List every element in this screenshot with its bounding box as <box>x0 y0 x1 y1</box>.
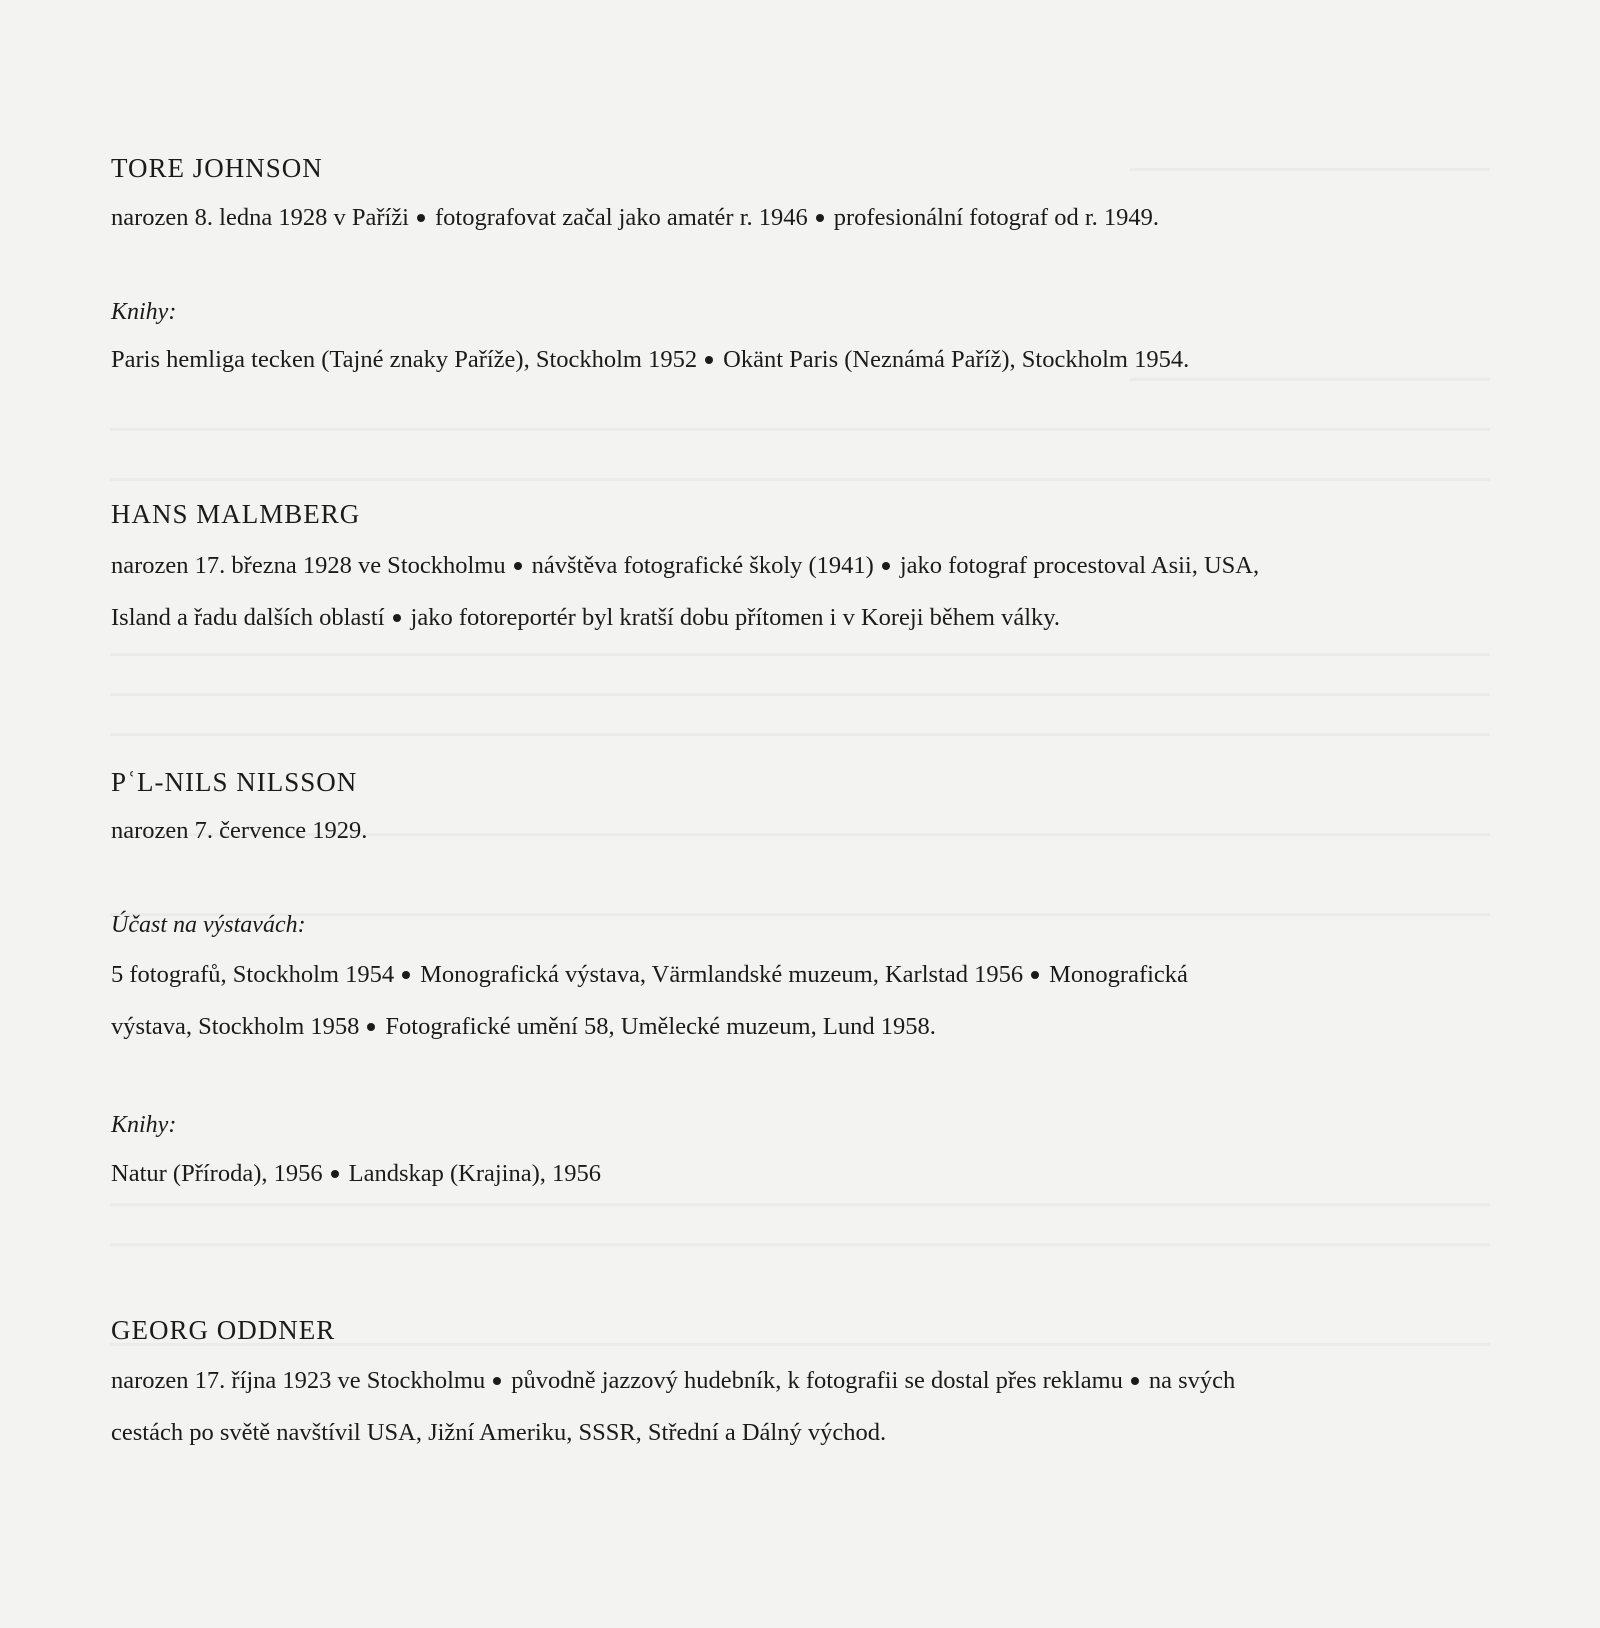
section-label: Účast na výstavách: <box>111 912 306 938</box>
section-label: Knihy: <box>111 299 177 325</box>
bullet-icon <box>882 562 890 570</box>
entry-tore-johnson-books <box>111 334 1536 386</box>
bio-fact: narozen 8. ledna 1928 v Paříži <box>111 204 409 231</box>
exhibitions-text-line-2 <box>111 1001 1536 1053</box>
photographer-name: TORE JOHNSON <box>111 153 323 183</box>
bullet-icon <box>367 1023 375 1031</box>
section-label: Knihy: <box>111 1112 177 1138</box>
photographer-name: HANS MALMBERG <box>111 499 361 529</box>
entry-pal-nils-nilsson-books-label <box>111 1110 1536 1140</box>
bullet-icon <box>331 1170 339 1178</box>
bio-text <box>111 192 1536 244</box>
exhibition-item: Monografická <box>1049 961 1188 988</box>
exhibition-item: výstava, Stockholm 1958 <box>111 1013 360 1040</box>
entry-tore-johnson-bio <box>111 192 1536 244</box>
bullet-icon <box>705 356 713 364</box>
book-item: Landskap (Krajina), 1956 <box>348 1160 602 1187</box>
bullet-icon <box>1031 971 1039 979</box>
bio-fact: narozen 17. října 1923 ve Stockholmu <box>111 1367 486 1394</box>
bio-text-line-2: cestách po světě navštívil USA, Jižní Ameriku, SSSR, Střední a Dálný východ. <box>111 1419 887 1446</box>
books-text <box>111 1148 1536 1200</box>
bio-fact: fotografovat začal jako amatér r. 1946 <box>434 204 808 231</box>
entry-georg-oddner <box>111 1314 1536 1346</box>
exhibitions-text-line-1 <box>111 949 1536 1001</box>
bio-fact: původně jazzový hudebník, k fotografii se dostal přes reklamu <box>511 1367 1123 1394</box>
entry-tore-johnson <box>111 152 1536 184</box>
bio-fact: jako fotoreportér byl kratší dobu přítomen i v Koreji během války. <box>410 604 1061 631</box>
bio-text-line-1 <box>111 1355 1536 1407</box>
bullet-icon <box>417 214 425 222</box>
bio-text-line-1 <box>111 540 1536 592</box>
bio-fact: profesionální fotograf od r. 1949. <box>833 204 1160 231</box>
entry-tore-johnson-books-label <box>111 297 1536 327</box>
entry-hans-malmberg-bio <box>111 540 1536 644</box>
entry-pal-nils-nilsson-books <box>111 1148 1536 1200</box>
book-item: Okänt Paris (Neznámá Paříž), Stockholm 1954. <box>723 346 1190 373</box>
bio-fact: návštěva fotografické školy (1941) <box>531 552 874 579</box>
books-text <box>111 334 1536 386</box>
exhibition-item: 5 fotografů, Stockholm 1954 <box>111 961 395 988</box>
entry-georg-oddner-bio <box>111 1355 1536 1459</box>
entry-pal-nils-nilsson-exhibitions <box>111 949 1536 1053</box>
bullet-icon <box>1131 1377 1139 1385</box>
photographer-name: GEORG ODDNER <box>111 1315 336 1345</box>
entry-pal-nils-nilsson <box>111 766 1536 798</box>
bio-fact: jako fotograf procestoval Asii, USA, <box>899 552 1260 579</box>
book-item: Paris hemliga tecken (Tajné znaky Paříže), Stockholm 1952 <box>111 346 698 373</box>
bullet-icon <box>514 562 522 570</box>
bullet-icon <box>493 1377 501 1385</box>
bio-text-line-2 <box>111 592 1536 644</box>
bullet-icon <box>816 214 824 222</box>
bio-text: narozen 7. července 1929. <box>111 817 368 844</box>
book-item: Natur (Příroda), 1956 <box>111 1160 323 1187</box>
photographer-name: PʿL-NILS NILSSON <box>111 767 358 797</box>
bullet-icon <box>402 971 410 979</box>
entry-pal-nils-nilsson-bio <box>111 805 1536 857</box>
bio-fact: Island a řadu dalších oblastí <box>111 604 385 631</box>
exhibition-item: Monografická výstava, Värmlandské muzeum, Karlstad 1956 <box>420 961 1024 988</box>
bio-fact: narozen 17. března 1928 ve Stockholmu <box>111 552 506 579</box>
entry-hans-malmberg <box>111 498 1536 530</box>
entry-pal-nils-nilsson-exhibitions-label <box>111 910 1536 940</box>
bullet-icon <box>393 614 401 622</box>
bio-fact: na svých <box>1148 1367 1236 1394</box>
exhibition-item: Fotografické umění 58, Umělecké muzeum, Lund 1958. <box>385 1013 936 1040</box>
